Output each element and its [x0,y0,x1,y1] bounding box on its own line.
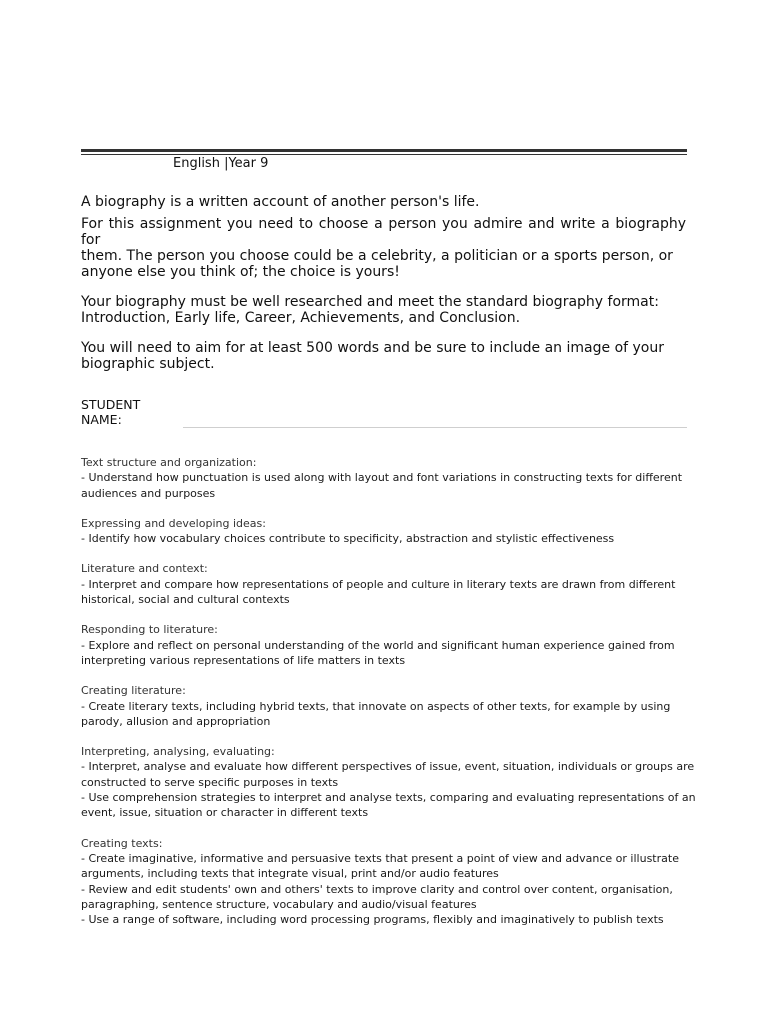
student-label-line1: STUDENT [81,397,141,412]
header-rule-thin [81,154,687,155]
student-label-line2: NAME: [81,412,122,427]
outcome-line: - Use a range of software, including word processing programs, flexibly and imaginatively to publish texts [81,913,664,927]
outcome-section [81,516,701,547]
intro-p4-line: You will need to aim for at least 500 words and be sure to include an image of your [81,340,664,356]
outcome-line: constructed to serve specific purposes in texts [81,775,339,789]
intro-p2-line: For this assignment you need to choose a person you admire and write a biography for [81,216,686,248]
outcome-section [81,683,701,729]
outcome-line: - Create literary texts, including hybrid texts, that innovate on aspects of other texts, for example by using [81,699,671,713]
intro-paragraph-3 [81,294,686,326]
outcome-heading: Creating texts: [81,836,163,850]
intro-paragraph-4 [81,340,686,372]
student-name-field[interactable] [183,427,687,428]
outcome-section [81,836,701,928]
outcome-line: - Use comprehension strategies to interpret and analyse texts, comparing and evaluating representations of an [81,791,696,805]
outcome-line: parody, allusion and appropriation [81,714,271,728]
outcome-line: arguments, including texts that integrate visual, print and/or audio features [81,867,499,881]
outcome-section [81,455,701,501]
intro-p4-line: biographic subject. [81,356,215,372]
outcome-line: - Explore and reflect on personal understanding of the world and significant human experience gained from [81,638,675,652]
outcome-line: event, issue, situation or character in different texts [81,806,369,820]
intro-p2-line: them. The person you choose could be a celebrity, a politician or a sports person, or [81,248,673,264]
outcome-heading: Text structure and organization: [81,456,257,469]
intro-p3-line: Your biography must be well researched and meet the standard biography format: [81,294,659,310]
intro-p2-line: anyone else you think of; the choice is yours! [81,264,400,280]
header-rule-thick [81,149,687,152]
outcome-heading: Literature and context: [81,562,208,576]
outcome-heading: Creating literature: [81,684,186,698]
subject-year-header: English |Year 9 [173,156,269,171]
outcome-section [81,561,701,607]
outcome-line: - Understand how punctuation is used along with layout and font variations in constructing texts for different [81,471,683,485]
outcome-line: - Interpret and compare how representations of people and culture in literary texts are drawn from different [81,577,676,591]
learning-outcomes [81,455,701,942]
outcome-line: - Review and edit students' own and others' texts to improve clarity and control over content, organisation, [81,882,673,896]
outcome-line: interpreting various representations of life matters in texts [81,653,406,667]
outcome-heading: Interpreting, analysing, evaluating: [81,745,275,759]
intro-p3-line: Introduction, Early life, Career, Achievements, and Conclusion. [81,310,521,326]
outcome-line: - Create imaginative, informative and persuasive texts that present a point of view and advance or illustrate [81,851,679,865]
outcome-heading: Responding to literature: [81,623,218,637]
intro-paragraph-1: A biography is a written account of another person's life. [81,194,480,210]
outcome-heading: Expressing and developing ideas: [81,516,266,530]
assignment-intro [81,194,686,386]
outcome-section [81,744,701,820]
outcome-line: historical, social and cultural contexts [81,593,290,607]
outcome-line: - Interpret, analyse and evaluate how different perspectives of issue, event, situation, individuals or groups are [81,760,695,774]
outcome-line: - Identify how vocabulary choices contribute to specificity, abstraction and stylistic effectiveness [81,532,615,546]
outcome-line: audiences and purposes [81,486,216,500]
student-name-label [81,397,140,427]
outcome-line: paragraphing, sentence structure, vocabulary and audio/visual features [81,897,477,911]
outcome-section [81,622,701,668]
intro-paragraph-2 [81,216,686,280]
